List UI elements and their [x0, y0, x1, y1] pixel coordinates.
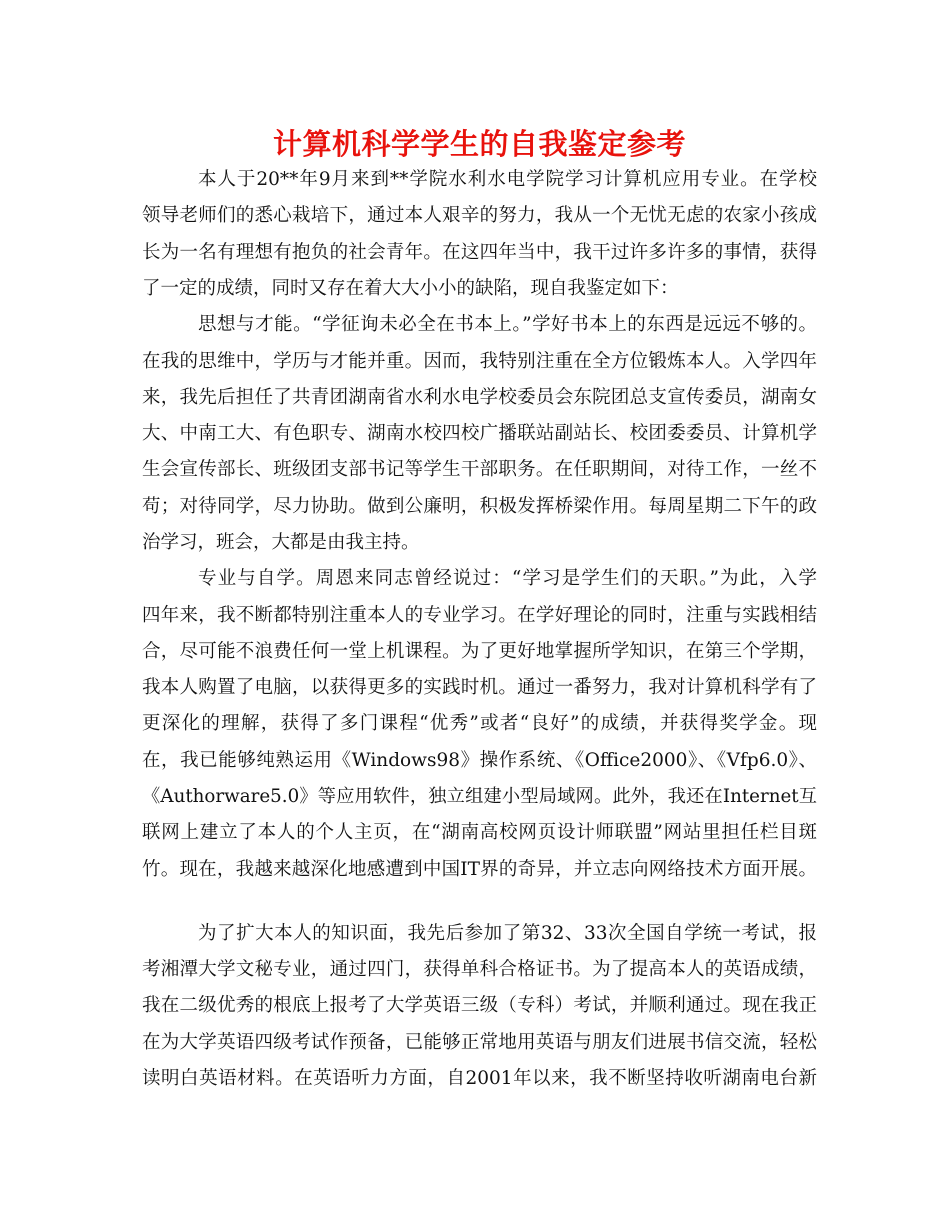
text-line: 读明白英语材料。在英语听力方面，自2001年以来，我不断坚持收听湖南电台新	[142, 1068, 817, 1089]
text-line: 来，我先后担任了共青团湖南省水利水电学校委员会东院团总支宣传委员，湖南女	[142, 387, 817, 408]
text-line: 《Authorware5.0》等应用软件，独立组建小型局域网。此外，我还在Internet互	[142, 786, 817, 807]
text-line: 联网上建立了本人的个人主页，在“湖南高校网页设计师联盟”网站里担任栏目斑	[142, 822, 817, 843]
text-line: 我在二级优秀的根底上报考了大学英语三级（专科）考试，并顺利通过。现在我正	[142, 995, 817, 1016]
text-line: 更深化的理解，获得了多门课程“优秀”或者“良好”的成绩，并获得奖学金。现	[142, 713, 817, 734]
text-line: 我本人购置了电脑，以获得更多的实践时机。通过一番努力，我对计算机科学有了	[142, 677, 817, 698]
text-line: 在，我已能够纯熟运用《Windows98》操作系统、《Office2000》、《Vfp6.0》、	[142, 750, 817, 771]
text-line: 思想与才能。“学征询未必全在书本上。”学好书本上的东西是远远不够的。	[198, 314, 817, 335]
text-line: 生会宣传部长、班级团支部书记等学生干部职务。在任职期间，对待工作，一丝不	[142, 459, 817, 480]
document-title: 计算机科学学生的自我鉴定参考	[272, 127, 686, 161]
text-line: 合，尽可能不浪费任何一堂上机课程。为了更好地掌握所学知识，在第三个学期，	[142, 641, 817, 662]
text-line: 本人于20**年9月来到**学院水利水电学院学习计算机应用专业。在学校	[198, 169, 817, 190]
text-line: 专业与自学。周恩来同志曾经说过：“学习是学生们的天职。”为此，入学	[198, 568, 817, 589]
text-line: 了一定的成绩，同时又存在着大大小小的缺陷，现自我鉴定如下：	[142, 278, 679, 299]
text-line: 四年来，我不断都特别注重本人的专业学习。在学好理论的同时，注重与实践相结	[142, 605, 817, 626]
text-line: 大、中南工大、有色职专、湖南水校四校广播联站副站长、校团委委员、计算机学	[142, 423, 817, 444]
text-line: 为了扩大本人的知识面，我先后参加了第32、33次全国自学统一考试，报	[198, 923, 817, 944]
text-line: 竹。现在，我越来越深化地感遭到中国IT界的奇异，并立志向网络技术方面开展。	[142, 859, 817, 880]
text-line: 治学习，班会，大都是由我主持。	[142, 532, 420, 553]
text-line: 在我的思维中，学历与才能并重。因而，我特别注重在全方位锻炼本人。入学四年	[142, 351, 817, 372]
text-line: 长为一名有理想有抱负的社会青年。在这四年当中，我干过许多许多的事情，获得	[142, 242, 817, 263]
text-line: 苟；对待同学，尽力协助。做到公廉明，积极发挥桥梁作用。每周星期二下午的政	[142, 496, 817, 517]
text-line: 考湘潭大学文秘专业，通过四门，获得单科合格证书。为了提高本人的英语成绩，	[142, 959, 817, 980]
text-line: 在为大学英语四级考试作预备，已能够正常地用英语与朋友们进展书信交流，轻松	[142, 1032, 817, 1053]
text-line: 领导老师们的悉心栽培下，通过本人艰辛的努力，我从一个无忧无虑的农家小孩成	[142, 205, 817, 226]
